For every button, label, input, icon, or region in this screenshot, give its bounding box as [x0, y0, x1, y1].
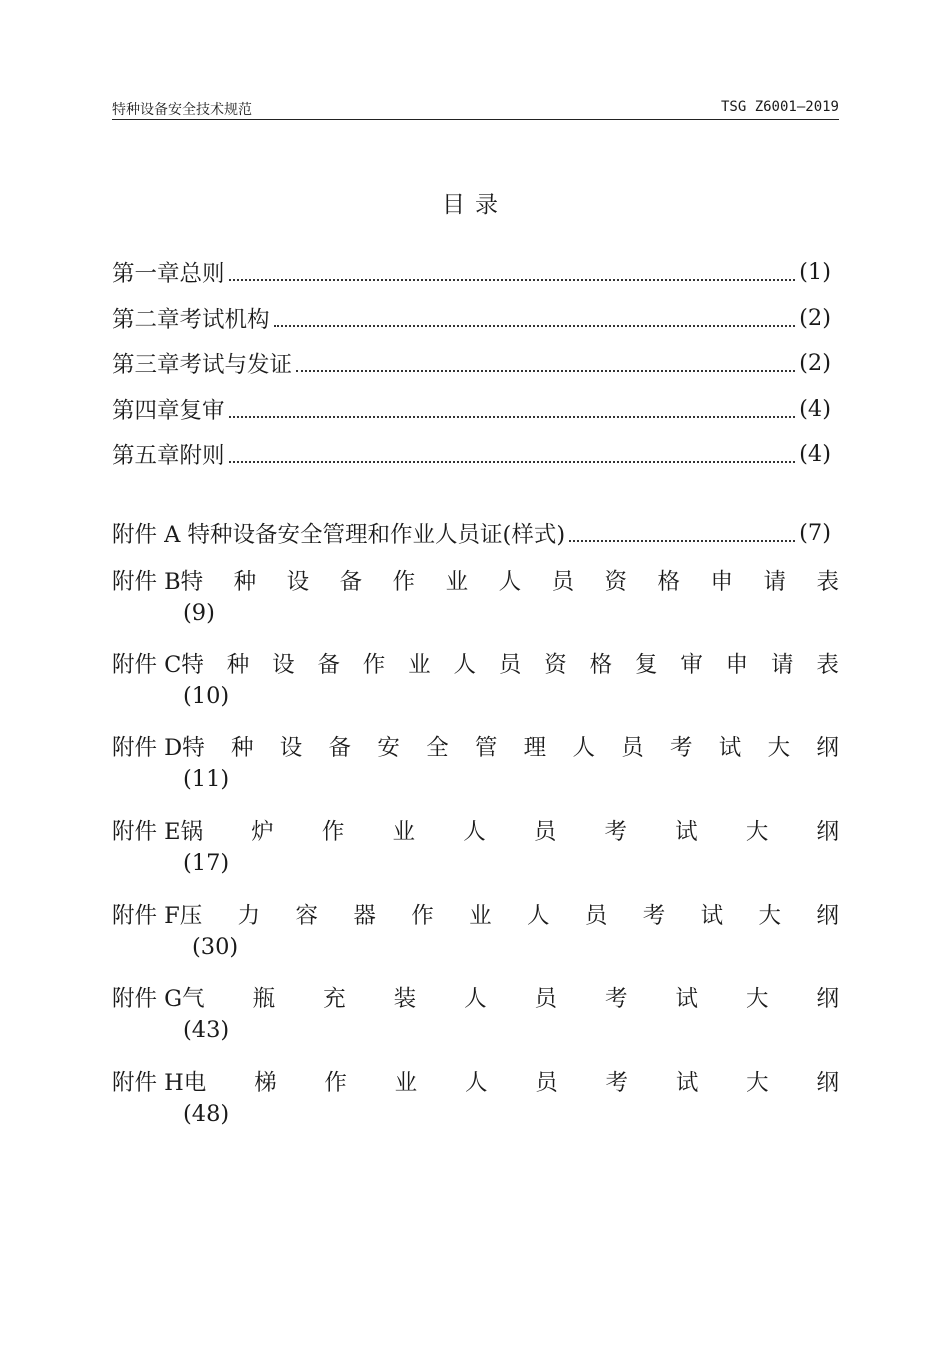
toc-entry-page: (10) [183, 683, 230, 709]
toc-entry-page: (30) [192, 934, 239, 960]
appendix-title-char: 业 [445, 569, 469, 595]
toc-entry-label [112, 897, 839, 931]
appendix-prefix: 附件 D特 [112, 735, 205, 761]
appendix-title-char: 表 [816, 652, 839, 678]
appendix-title-char: 员 [534, 986, 558, 1012]
toc-entry-label: 第三章考试与发证 [112, 352, 293, 378]
appendix-title-char: 充 [323, 986, 346, 1012]
appendix-title-char: 全 [426, 735, 449, 761]
toc-entry-appendix[interactable] [112, 563, 839, 629]
appendix-title-char: 人 [463, 819, 486, 845]
appendix-title-char: 设 [279, 735, 303, 761]
toc-entry-appendix[interactable] [112, 1064, 839, 1130]
toc-entry-appendix[interactable] [112, 646, 839, 712]
appendix-title-char: 备 [328, 735, 352, 761]
appendix-title-char: 审 [680, 652, 703, 678]
appendix-title-char: 种 [226, 652, 250, 678]
appendix-title-char: 考 [642, 903, 666, 929]
appendix-title-char: 员 [533, 819, 557, 845]
toc-leader-dots [229, 279, 796, 281]
appendix-title-char: 员 [535, 1070, 558, 1096]
toc-entry-label [112, 980, 839, 1014]
appendix-title-char: 大 [745, 819, 769, 845]
appendix-title-char: 作 [411, 903, 434, 929]
toc-entry-page: (4) [799, 441, 831, 467]
toc-entry-appendix[interactable] [112, 729, 839, 795]
appendix-title-char: 作 [321, 819, 345, 845]
appendix-title-char: 力 [237, 903, 261, 929]
toc-entry-page: (17) [183, 850, 230, 876]
appendix-title-char: 员 [498, 652, 522, 678]
toc-entry-page: (7) [799, 520, 831, 546]
appendix-title-char: 作 [392, 569, 416, 595]
toc-entry-page: (2) [799, 305, 831, 331]
appendix-title-char: 炉 [251, 819, 274, 845]
appendix-title-char: 员 [551, 569, 575, 595]
toc-entry-page: (43) [183, 1017, 230, 1043]
toc-leader-dots [229, 461, 796, 463]
appendix-title-char: 容 [295, 903, 319, 929]
appendix-title-char: 人 [498, 569, 522, 595]
page-header [112, 99, 839, 119]
appendix-title-char: 作 [324, 1070, 347, 1096]
toc-leader-dots [229, 416, 796, 418]
appendix-title-char: 业 [394, 1070, 418, 1096]
appendix-title-char: 种 [233, 569, 257, 595]
appendix-title-char: 考 [605, 986, 628, 1012]
appendix-title-char: 申 [710, 569, 734, 595]
appendix-title-char: 表 [816, 569, 839, 595]
toc-leader-dots [274, 325, 796, 327]
appendix-title-char: 纲 [816, 903, 839, 929]
appendix-title-char: 大 [746, 1070, 769, 1096]
appendix-title-char: 设 [272, 652, 295, 678]
appendix-title-char: 纲 [816, 1070, 839, 1096]
appendix-title-char: 试 [675, 819, 698, 845]
appendix-title-char: 备 [317, 652, 340, 678]
toc-entry-chapter-3[interactable] [112, 347, 831, 379]
appendix-title-char: 格 [657, 569, 681, 595]
appendix-title-char: 员 [621, 735, 644, 761]
appendix-title-char: 申 [725, 652, 749, 678]
appendix-title-char: 考 [605, 1070, 629, 1096]
toc-leader-dots [296, 370, 795, 372]
toc-entry-chapter-5[interactable] [112, 438, 831, 470]
toc-entry-chapter-2[interactable] [112, 302, 831, 334]
appendix-title-char: 大 [746, 986, 769, 1012]
header-standard-number: TSG Z6001—2019 [720, 99, 839, 115]
appendix-title-char: 安 [377, 735, 400, 761]
header-rule [112, 119, 839, 120]
toc-entry-appendix[interactable] [112, 813, 839, 879]
appendix-title-char: 备 [339, 569, 363, 595]
appendix-prefix: 附件 E锅 [112, 819, 204, 845]
toc-entry-page: (1) [799, 259, 831, 285]
toc-entry-label: 第一章总则 [112, 261, 225, 287]
appendix-title-char: 设 [286, 569, 310, 595]
appendix-title-char: 人 [453, 652, 477, 678]
appendix-title-char: 梯 [254, 1070, 277, 1096]
appendix-prefix: 附件 G气 [112, 986, 205, 1012]
appendix-title-char: 纲 [816, 735, 839, 761]
appendix-title-char: 大 [767, 735, 791, 761]
appendix-title-char: 考 [670, 735, 693, 761]
appendix-title-char: 理 [523, 735, 547, 761]
toc-entry-label: 第四章复审 [112, 398, 225, 424]
toc-entry-page: (48) [183, 1101, 230, 1127]
appendix-title-char: 纲 [816, 819, 839, 845]
appendix-title-char: 人 [464, 986, 487, 1012]
appendix-title-char: 业 [469, 903, 492, 929]
appendix-title-char: 大 [758, 903, 782, 929]
toc-title: 目录 [442, 192, 508, 218]
toc-entry-chapter-1[interactable] [112, 256, 831, 288]
appendix-title-char: 管 [474, 735, 498, 761]
toc-entry-page: (2) [799, 350, 831, 376]
toc-entry-label [112, 729, 839, 763]
toc-entry-label [112, 563, 839, 597]
toc-entry-label [112, 646, 839, 680]
toc-entry-label [112, 1064, 839, 1098]
toc-entry-label: 第五章附则 [112, 443, 225, 469]
appendix-title-char: 试 [675, 986, 699, 1012]
appendix-title-char: 资 [544, 652, 567, 678]
appendix-title-char: 种 [230, 735, 254, 761]
appendix-title-char: 作 [362, 652, 386, 678]
appendix-title-char: 请 [771, 652, 794, 678]
appendix-prefix: 附件 H电 [112, 1070, 207, 1096]
appendix-title-char: 请 [763, 569, 787, 595]
appendix-prefix: 附件 F压 [112, 903, 203, 929]
appendix-title-char: 员 [584, 903, 608, 929]
appendix-title-char: 复 [634, 652, 658, 678]
appendix-title-char: 试 [700, 903, 724, 929]
toc-entry-page: (4) [799, 396, 831, 422]
toc-entry-page: (11) [183, 766, 230, 792]
appendix-title-char: 人 [527, 903, 550, 929]
appendix-title-char: 业 [408, 652, 431, 678]
header-title: 特种设备安全技术规范 [112, 102, 252, 118]
toc-leader-dots [569, 540, 795, 542]
appendix-title-char: 业 [392, 819, 416, 845]
appendix-title-char: 资 [604, 569, 628, 595]
appendix-prefix: 附件 B特 [112, 569, 204, 595]
appendix-title-char: 装 [393, 986, 417, 1012]
toc-entry-chapter-4[interactable] [112, 393, 831, 425]
toc-entry-label: 第二章考试机构 [112, 307, 270, 333]
toc-entry-label: 附件 A 特种设备安全管理和作业人员证(样式) [112, 522, 566, 548]
toc-entry-appendix-a[interactable] [112, 517, 831, 549]
toc-entry-appendix[interactable] [112, 980, 839, 1046]
appendix-title-char: 瓶 [252, 986, 276, 1012]
toc-entry-appendix[interactable] [112, 897, 839, 963]
toc-entry-page: (9) [183, 600, 215, 626]
appendix-title-char: 试 [718, 735, 742, 761]
appendix-title-char: 试 [675, 1070, 699, 1096]
appendix-title-char: 器 [353, 903, 376, 929]
appendix-prefix: 附件 C特 [112, 652, 204, 678]
toc-entry-label [112, 813, 839, 847]
appendix-title-char: 纲 [816, 986, 839, 1012]
appendix-title-char: 考 [604, 819, 628, 845]
appendix-title-char: 人 [572, 735, 595, 761]
appendix-title-char: 格 [589, 652, 613, 678]
appendix-title-char: 人 [464, 1070, 488, 1096]
